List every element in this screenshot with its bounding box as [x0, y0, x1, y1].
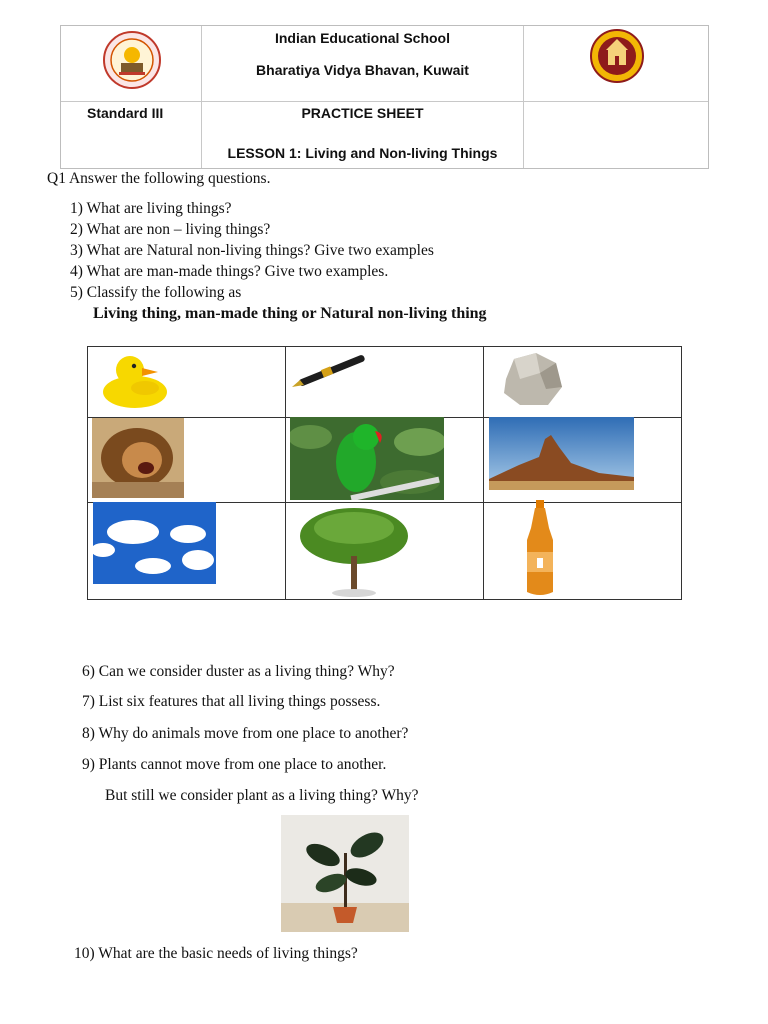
mountain-picture: [489, 417, 634, 490]
parrot-picture: [290, 417, 444, 500]
lesson-title: LESSON 1: Living and Non-living Things: [227, 145, 498, 161]
empty-cell: [524, 102, 708, 168]
question-9-continuation: But still we consider plant as a living thing? Why?: [105, 787, 419, 804]
header-table: [60, 25, 709, 169]
school-emblem-icon: [101, 30, 163, 90]
q1-item: 5) Classify the following as: [70, 284, 242, 301]
sheet-title: PRACTICE SHEET: [301, 105, 424, 121]
classify-instruction: Living thing, man-made thing or Natural non-living thing: [93, 305, 487, 322]
q1-item: 3) What are Natural non-living things? Give two examples: [70, 242, 434, 259]
soft-drink-bottle-picture: [523, 500, 557, 598]
q1-heading: Q1 Answer the following questions.: [47, 170, 271, 187]
tree-picture: [298, 506, 410, 598]
standard-cell: [61, 102, 202, 168]
q1-item: 2) What are non – living things?: [70, 221, 271, 238]
duck-toy-picture: [100, 352, 170, 410]
school-name-cell: [202, 26, 524, 102]
sheet-title-cell: [202, 102, 524, 168]
question-7: 7) List six features that all living things possess.: [82, 693, 381, 710]
question-10: 10) What are the basic needs of living things?: [74, 945, 358, 962]
school-subtitle: Bharatiya Vidya Bhavan, Kuwait: [256, 62, 469, 78]
sky-clouds-picture: [93, 502, 216, 584]
standard-label: Standard III: [87, 105, 164, 121]
question-8: 8) Why do animals move from one place to another?: [82, 725, 409, 742]
logo-cell-left: [61, 26, 202, 102]
lion-picture: [92, 418, 184, 498]
question-6: 6) Can we consider duster as a living thing? Why?: [82, 663, 395, 680]
q1-item: 1) What are living things?: [70, 200, 232, 217]
rock-picture: [500, 349, 564, 409]
q1-item: 4) What are man-made things? Give two examples.: [70, 263, 389, 280]
logo-cell-right: [524, 26, 708, 102]
potted-plant-picture: [281, 815, 409, 932]
question-9: 9) Plants cannot move from one place to another.: [82, 756, 387, 773]
school-name: Indian Educational School: [274, 30, 450, 46]
bhavan-emblem-icon: [588, 29, 646, 84]
pen-picture: [292, 349, 372, 393]
